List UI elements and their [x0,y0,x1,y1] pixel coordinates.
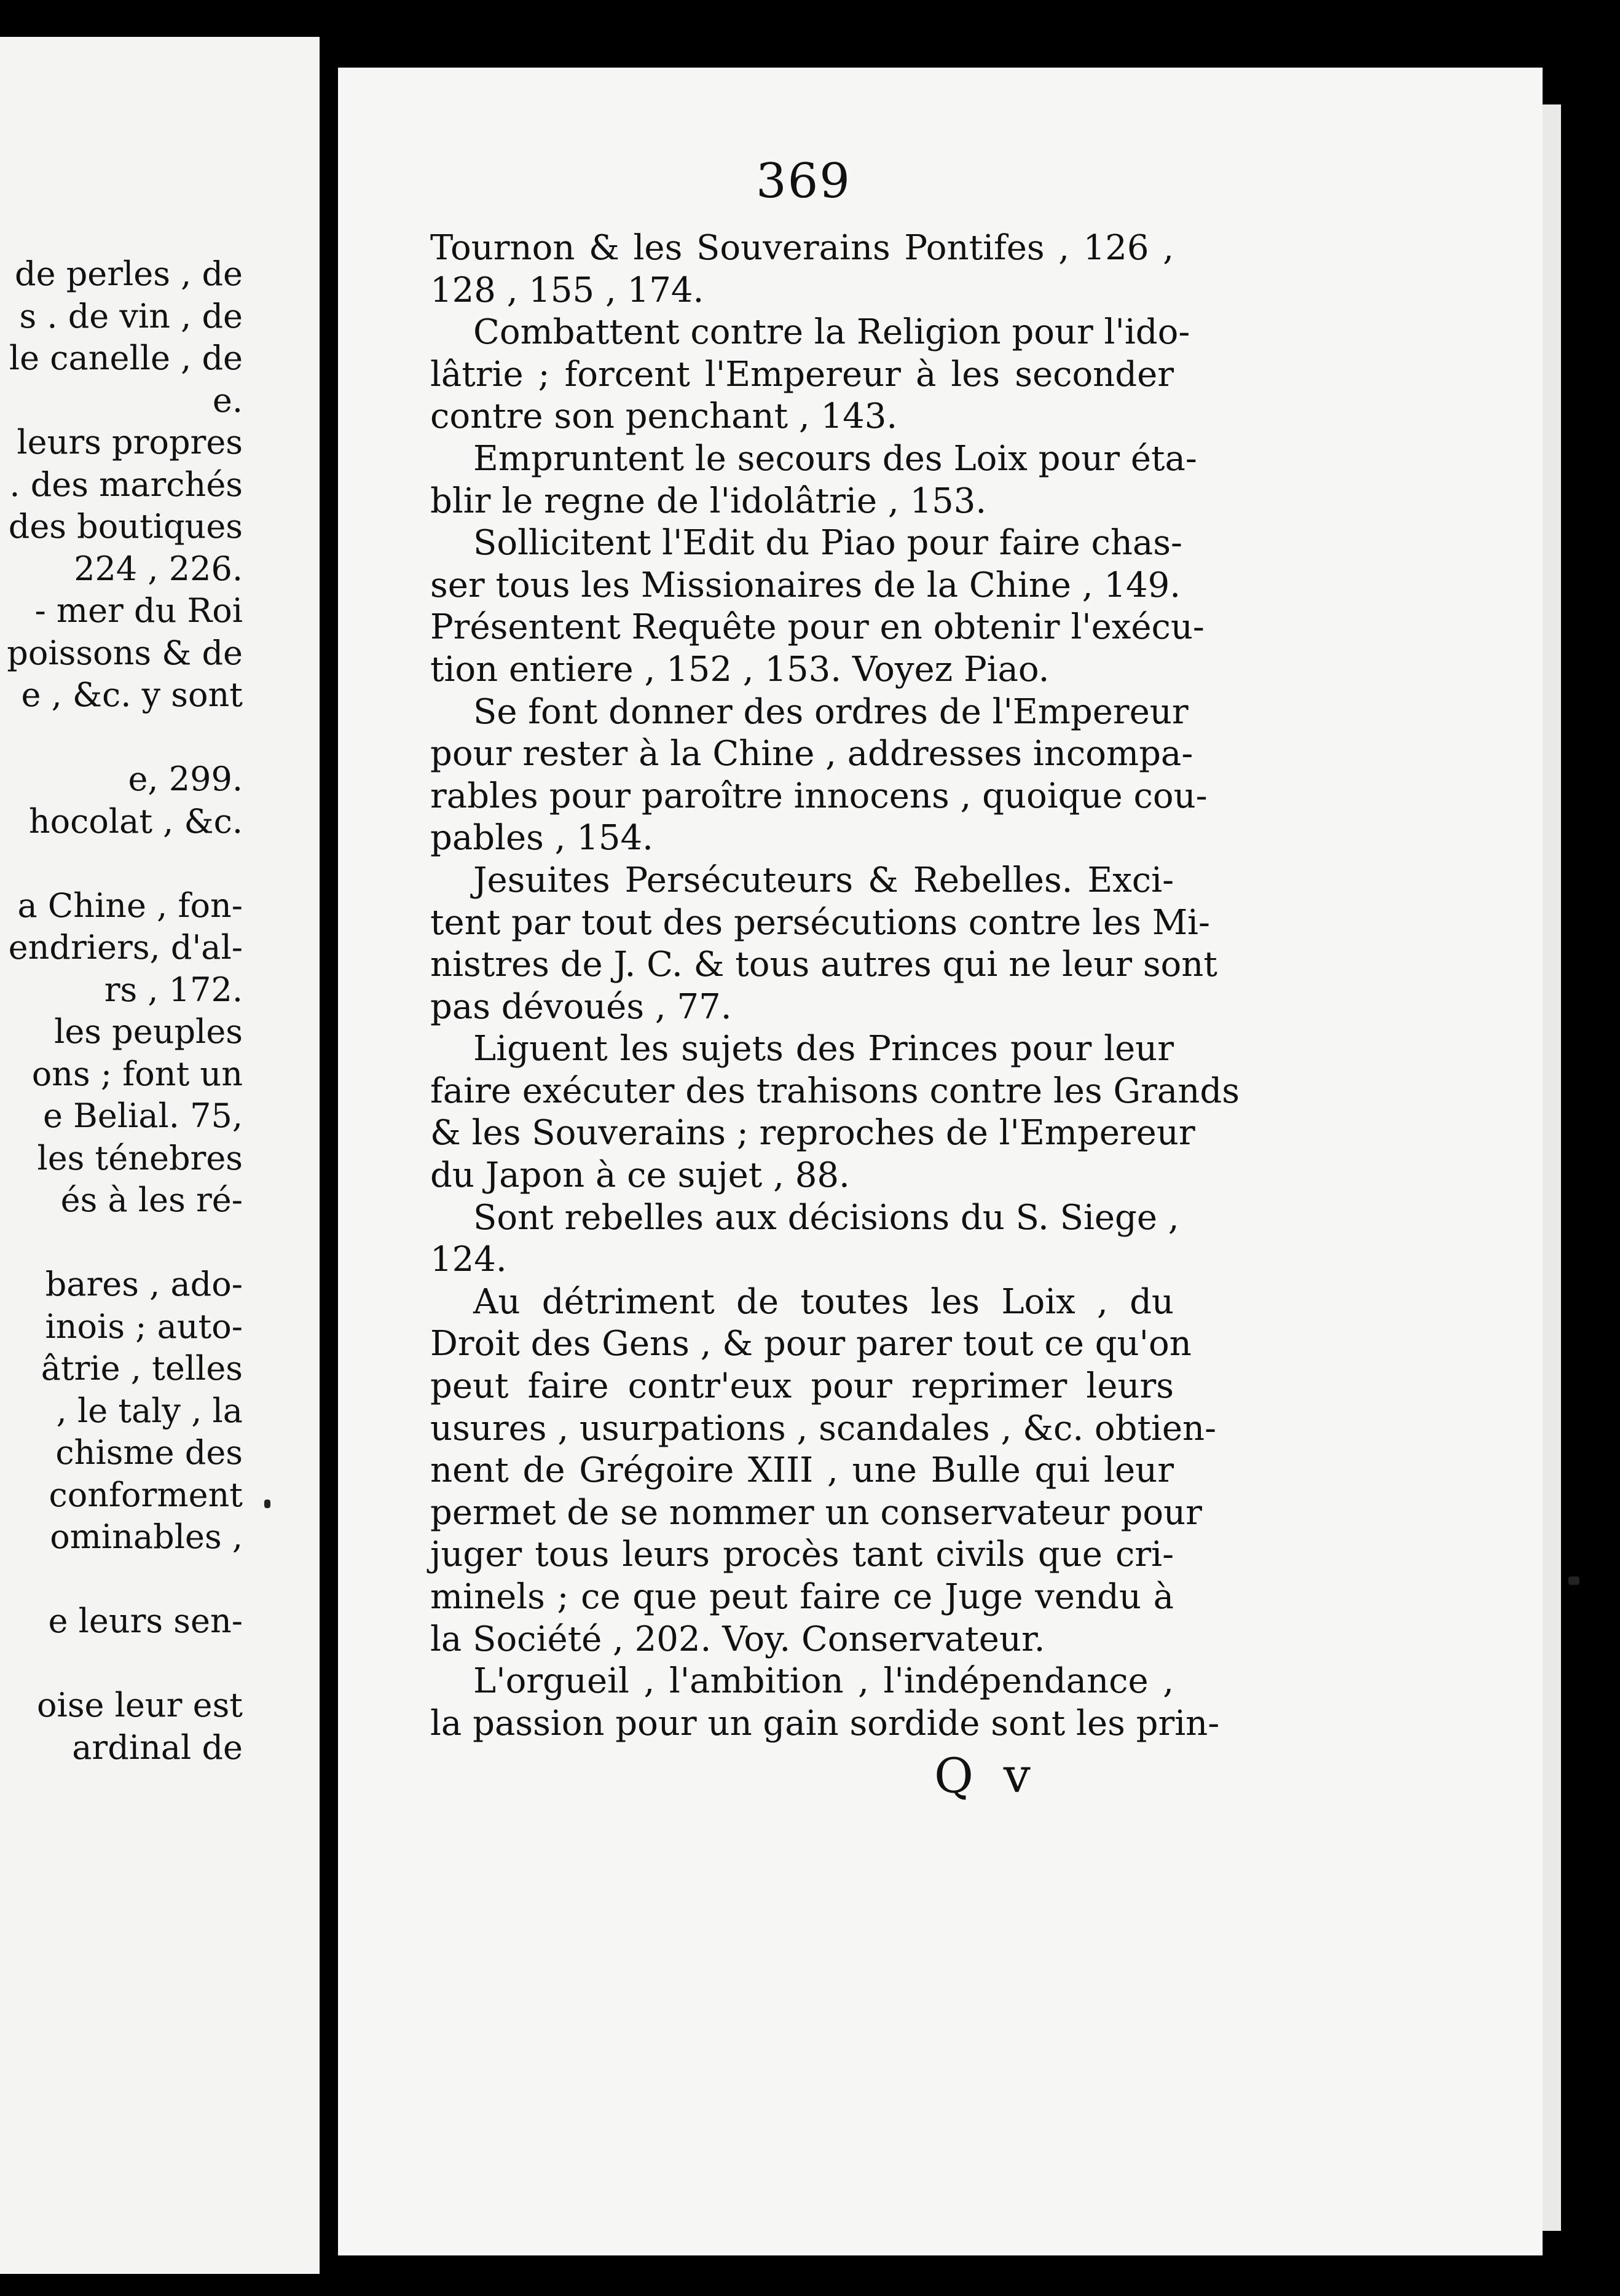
margin-mark [1568,1576,1579,1585]
text-line: Empruntent le secours des Loix pour éta- [473,438,1197,479]
left-page-line: e leurs sen- [48,1602,243,1640]
text-line: contre son penchant , 143. [430,396,898,437]
left-page-line: le canelle , de [9,339,243,377]
left-page-line: les ténebres [37,1138,243,1177]
left-page-line: . des marchés [9,465,243,504]
left-page-line: poissons & de [7,633,243,672]
left-page-line: rs , 172. [104,970,243,1009]
text-line: Jesuites Persécuteurs & Rebelles. Exci- [473,860,1174,900]
left-page-line: des boutiques [8,507,243,546]
left-page-line: e , &c. y sont [21,675,243,714]
left-page-line: ominables , [50,1517,243,1556]
left-page-line [7,717,243,759]
text-line: Tournon & les Souverains Pontifes , 126 , [430,228,1174,268]
text-line: peut faire contr'eux pour reprimer leurs [430,1366,1174,1407]
text-line: Sont rebelles aux décisions du S. Siege , [473,1197,1179,1238]
text-line: nistres de J. C. & tous autres qui ne leur sont [430,945,1217,985]
text-line: tent par tout des persécutions contre les Mi- [430,902,1210,943]
left-page-line: oise leur est [37,1686,243,1724]
text-line: pas dévoués , 77. [430,986,732,1027]
left-page-line [7,1643,243,1685]
left-page-line: inois ; auto- [45,1307,243,1346]
text-line: Combattent contre la Religion pour l'ido- [473,312,1190,353]
page-number: 369 [756,154,851,209]
left-page-line: e. [212,380,243,420]
text-line: faire exécuter des trahisons contre les Grands [430,1071,1240,1111]
text-line: 124. [430,1240,507,1280]
left-page-text [7,253,243,1769]
text-line: Au détriment de toutes les Loix , du [473,1281,1174,1322]
signature-mark: Q v [934,1748,1038,1804]
left-page-line: és à les ré- [60,1181,243,1219]
left-page-line: a Chine , fon- [17,886,243,925]
left-page-line: chisme des [55,1433,243,1472]
text-line: L'orgueil , l'ambition , l'indépendance , [473,1661,1174,1702]
text-line: pour rester à la Chine , addresses incompa- [430,734,1193,774]
left-page-line: e Belial. 75, [43,1096,243,1135]
margin-mark [264,1500,270,1508]
left-page-line [7,1559,243,1601]
left-page-line: e, 299. [128,760,243,798]
left-page-line: bares , ado- [45,1265,243,1303]
left-page-line: ons ; font un [31,1054,243,1093]
text-line: rables pour paroître innocens , quoique cou- [430,776,1208,816]
left-page-line: conforment [49,1475,243,1514]
text-line: Droit des Gens , & pour parer tout ce qu'on [430,1324,1192,1364]
text-line: permet de se nommer un conservateur pour [430,1492,1202,1533]
left-page-line: ardinal de [72,1728,243,1767]
page-edge [1543,104,1561,2231]
text-line: pables , 154. [430,818,653,859]
text-line: Liguent les sujets des Princes pour leur [473,1029,1174,1069]
left-page-line [7,843,243,885]
text-line: juger tous leurs procès tant civils que cri- [430,1535,1174,1575]
left-page-line: hocolat , &c. [28,801,243,841]
book-gutter [320,0,338,2296]
text-line: la passion pour un gain sordide sont les prin- [430,1703,1220,1744]
text-line: du Japon à ce sujet , 88. [430,1155,850,1196]
text-line: tion entiere , 152 , 153. Voyez Piao. [430,649,1050,690]
text-line: usures , usurpations , scandales , &c. obtien- [430,1408,1217,1449]
text-line: nent de Grégoire XIII , une Bulle qui leur [430,1450,1174,1491]
left-page-line [7,1222,243,1264]
left-page-line: âtrie , telles [41,1349,243,1388]
text-line: minels ; ce que peut faire ce Juge vendu à [430,1577,1174,1617]
text-line: 128 , 155 , 174. [430,270,704,310]
left-page-line: - mer du Roi [34,591,243,630]
text-line: Sollicitent l'Edit du Piao pour faire chas- [473,523,1182,564]
text-line: Se font donner des ordres de l'Empereur [473,691,1189,732]
left-page-line: leurs propres [17,423,243,462]
text-line: Présentent Requête pour en obtenir l'exécu- [430,607,1205,648]
left-facing-page [0,37,320,2274]
left-page-line: s . de vin , de [19,296,243,336]
text-line: lâtrie ; forcent l'Empereur à les seconder [430,354,1174,395]
index-text-block [430,227,1240,1745]
left-page-line: de perles , de [15,254,243,293]
left-page-line: endriers, d'al- [8,928,243,967]
text-line: ser tous les Missionaires de la Chine , 149. [430,565,1181,605]
text-line: la Société , 202. Voy. Conservateur. [430,1619,1045,1659]
text-line: blir le regne de l'idolâtrie , 153. [430,481,987,521]
left-page-line: 224 , 226. [74,549,243,588]
left-page-line: , le taly , la [56,1391,243,1430]
text-line: & les Souverains ; reproches de l'Empereur [430,1113,1195,1154]
left-page-line: les peuples [54,1012,243,1051]
